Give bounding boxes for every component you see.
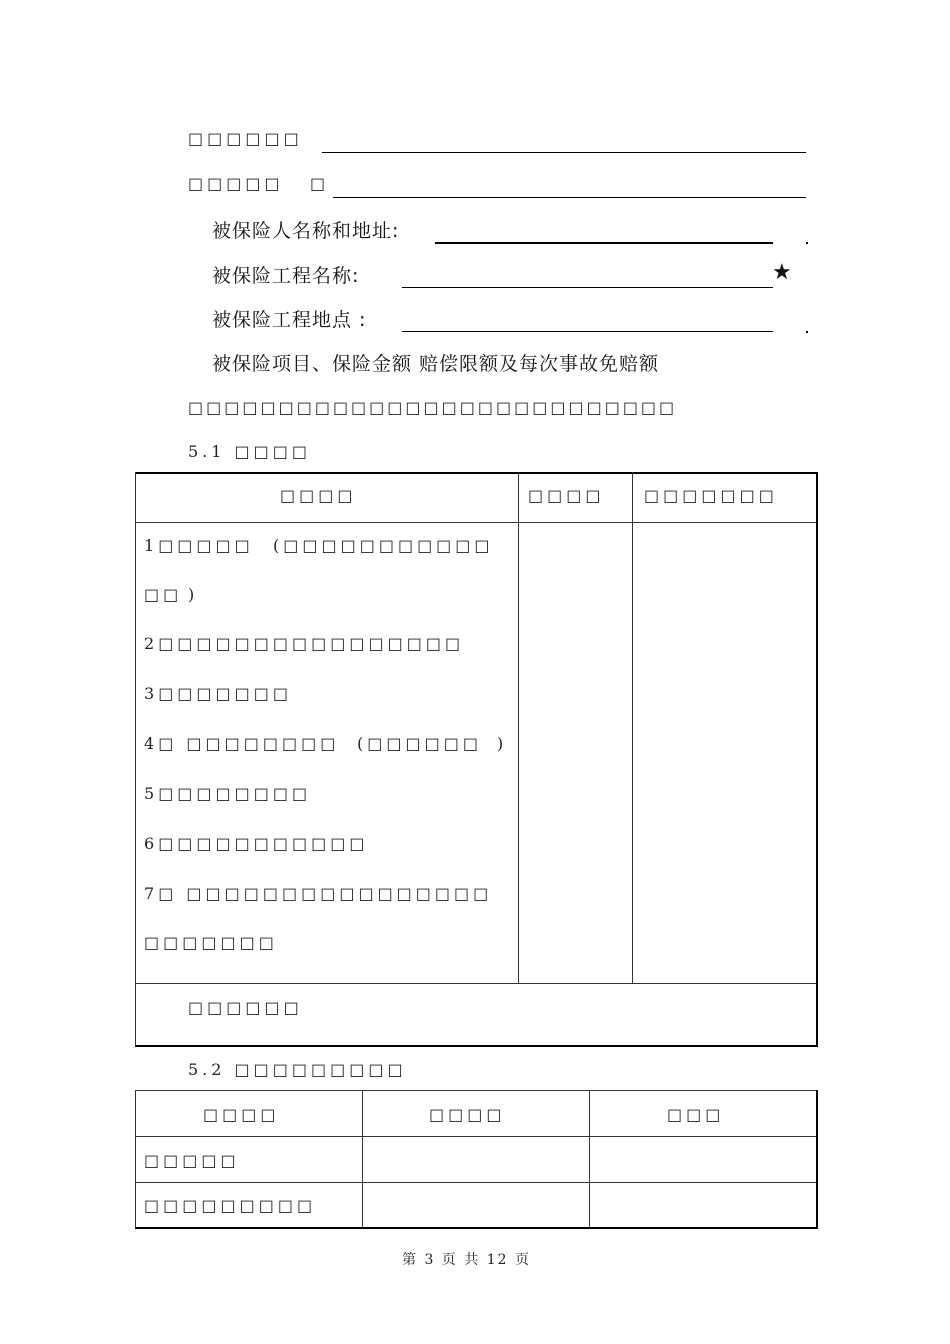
section-5-1-title: 5.1 □□□□ xyxy=(188,442,311,461)
project-location-label: 被保险工程地点 : xyxy=(212,309,367,331)
list-item xyxy=(144,884,492,903)
item-text: □□□□□□□ xyxy=(158,684,293,703)
star-icon: ★ xyxy=(772,260,792,285)
item-number: 4 xyxy=(144,734,159,753)
table-border-bottom xyxy=(135,1045,818,1047)
table-total-label: □□□□□□ xyxy=(188,998,303,1017)
list-item xyxy=(144,684,292,703)
field-line-1[interactable] xyxy=(322,152,806,153)
table-header-amount: □□□□ xyxy=(528,486,605,505)
table-row-label: □□□□□ xyxy=(144,1151,240,1170)
item-text: □ □□□□□□□□□□□□□□□□ xyxy=(158,884,493,903)
field-line-2[interactable] xyxy=(333,197,806,198)
table-border-right xyxy=(816,472,818,1046)
table-header-divider xyxy=(135,522,818,523)
table-header-item: □□□□ xyxy=(280,486,357,505)
item-number: 2 xyxy=(144,634,159,653)
item-paren-close: ) xyxy=(497,734,508,753)
insured-name-address-line[interactable] xyxy=(435,242,773,244)
dot-marker xyxy=(806,242,808,244)
list-item xyxy=(144,834,368,853)
table-header-amount: □□□□ xyxy=(429,1105,506,1124)
list-item xyxy=(144,734,339,753)
table-col-divider-1 xyxy=(362,1090,363,1228)
item-text: □ □□□□□□□□ xyxy=(158,734,340,753)
field-colon-2: □ xyxy=(310,174,330,193)
list-item: □□□□□□□ xyxy=(144,933,278,952)
table-header-deductible: □□□□□□□ xyxy=(644,486,778,505)
item-text: □□□□□□□□□□□ xyxy=(158,834,369,853)
table-border-left xyxy=(135,472,136,1046)
table-border-left xyxy=(135,1090,136,1228)
field-label-2: □□□□□ xyxy=(188,174,284,193)
item-number: 3 xyxy=(144,684,159,703)
item-number: 1 xyxy=(144,536,159,555)
project-location-line[interactable] xyxy=(402,331,773,332)
table-border-top xyxy=(135,472,818,474)
item-number: 6 xyxy=(144,834,159,853)
insured-name-address-label: 被保险人名称和地址: xyxy=(212,220,400,242)
item-text: □□□□□ xyxy=(158,536,254,555)
project-name-label: 被保险工程名称: xyxy=(212,265,360,287)
table-row-label: □□□□□□□□□ xyxy=(144,1196,317,1215)
list-item: □□ xyxy=(144,585,183,604)
item-paren-text: (□□□□□□□□□□□ xyxy=(273,536,494,555)
table-border-top xyxy=(135,1090,818,1091)
list-item xyxy=(144,536,254,555)
item-text: □□□□□□□□□□□□□□□□ xyxy=(158,634,465,653)
field-label-1: □□□□□□ xyxy=(188,129,303,148)
page-footer: 第 3 页 共 12 页 xyxy=(402,1252,531,1268)
table-col-divider-2 xyxy=(632,472,633,984)
table-border-bottom xyxy=(135,1227,818,1229)
table-header-deductible: □□□ xyxy=(667,1105,725,1124)
dot-marker xyxy=(806,331,808,333)
list-item xyxy=(144,634,464,653)
item-paren-close: ) xyxy=(188,585,199,604)
table-col-divider-2 xyxy=(589,1090,590,1228)
item-number: 5 xyxy=(144,784,159,803)
table-row-divider xyxy=(135,1136,818,1137)
note-line: □□□□□□□□□□□□□□□□□□□□□□□□□□□ xyxy=(188,398,678,417)
item-paren-text: (□□□□□□ xyxy=(357,734,482,753)
items-heading: 被保险项目、保险金额 赔偿限额及每次事故免赔额 xyxy=(212,353,660,375)
item-number: 7 xyxy=(144,884,159,903)
list-item xyxy=(144,784,311,803)
table-total-divider xyxy=(135,983,818,984)
table-col-divider-1 xyxy=(518,472,519,984)
item-text: □□□□□□□□ xyxy=(158,784,312,803)
section-5-2-title: 5.2 □□□□□□□□□ xyxy=(188,1060,407,1079)
project-name-line[interactable] xyxy=(402,287,773,288)
table-row-divider xyxy=(135,1182,818,1183)
table-border-right xyxy=(816,1090,818,1228)
table-header-item: □□□□ xyxy=(203,1105,280,1124)
